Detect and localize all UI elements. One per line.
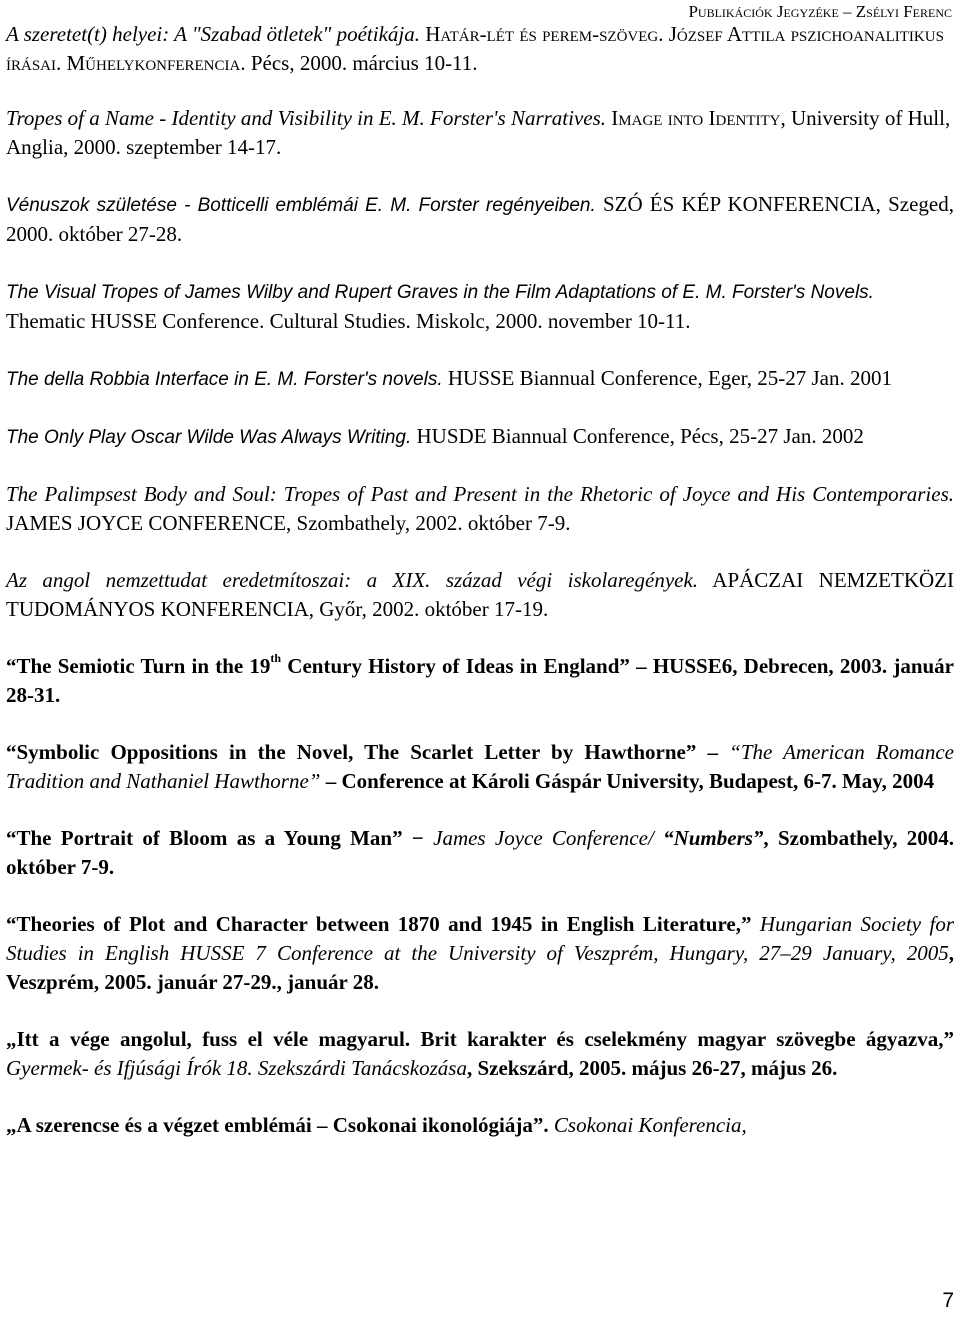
entry-details: University of Hull, Anglia, 2000. szeptember 14-17. <box>6 106 951 159</box>
entry-title: The della Robbia Interface in E. M. Forster's novels. <box>6 369 443 390</box>
entry-venue: SZÓ ÉS KÉP KONFERENCIA, Szeged, 2000. október 27-28. <box>6 192 954 246</box>
entry-dash: − <box>411 826 424 850</box>
entry-venue: JAMES JOYCE CONFERENCE, Szombathely, 2002. október 7-9. <box>6 511 571 535</box>
entry-title-part: “The Semiotic Turn in the 19 <box>6 654 271 678</box>
entry-title: Az angol nemzettudat eredetmítoszai: a XIX. század végi iskolaregények. <box>6 568 699 592</box>
list-item <box>6 824 954 882</box>
entry-venue: Image into Identity, <box>611 106 786 130</box>
entry-venue: Thematic HUSSE Conference. Cultural Studies. Miskolc, 2000. november 10-11. <box>6 309 691 333</box>
entry-venue-italic: Csokonai Konferencia, <box>553 1113 747 1137</box>
publication-list <box>6 20 954 1168</box>
entry-title: A szeretet(t) helyei: A "Szabad ötletek" poétikája. <box>6 22 421 46</box>
entry-venue: – HUSSE6, Debrecen, 2003. január 28-31. <box>6 654 955 707</box>
list-item <box>6 422 954 452</box>
entry-venue: , Szombathely, 2004. október 7-9. <box>6 826 955 879</box>
entry-title <box>6 651 630 678</box>
entry-venue: Határ-lét és perem-szöveg. József Attila pszichoanalitikus írásai. Műhelykonferencia. <box>6 22 944 75</box>
entry-title: “Theories of Plot and Character between 1870 and 1945 in English Literature,” <box>6 912 752 936</box>
list-item <box>6 1111 954 1140</box>
list-item <box>6 190 954 249</box>
entry-details: Pécs, 2000. március 10-11. <box>250 51 478 75</box>
entry-title: Vénuszok születése - Botticelli emblémái E. M. Forster regényeiben. <box>6 195 596 216</box>
entry-title: “The Portrait of Bloom as a Young Man” <box>6 826 403 850</box>
list-item <box>6 277 954 336</box>
entry-venue-italic: Hungarian Society for Studies in English HUSSE 7 Conference at the University of Veszprém, Hungary, 27–29 January, 2005 <box>6 912 955 965</box>
list-item <box>6 364 954 394</box>
entry-venue-italic: James Joyce Conference/ <box>433 826 654 850</box>
entry-title: „Itt a vége angolul, fuss el véle magyarul. Brit karakter és cselekmény magyar szövegbe ágyazva,” <box>6 1027 954 1051</box>
entry-title-part: Century History of Ideas in England” <box>281 654 630 678</box>
list-item <box>6 566 954 624</box>
entry-venue: HUSDE Biannual Conference, Pécs, 25-27 Jan. 2002 <box>416 424 864 448</box>
entry-title: Tropes of a Name - Identity and Visibility in E. M. Forster's Narratives. <box>6 106 607 130</box>
entry-title: The Only Play Oscar Wilde Was Always Writing. <box>6 427 412 448</box>
list-item <box>6 910 954 997</box>
entry-title: The Palimpsest Body and Soul: Tropes of Past and Present in the Rhetoric of Joyce and His Contemporaries. <box>6 482 954 506</box>
entry-title: „A szerencse és a végzet emblémái – Csokonai ikonológiája”. <box>6 1113 549 1137</box>
list-item <box>6 20 954 78</box>
list-item <box>6 738 954 796</box>
running-header: Publikációk Jegyzéke – Zsélyi Ferenc <box>688 2 952 21</box>
entry-venue-quote: “Numbers” <box>663 826 764 850</box>
entry-venue-italic: “The American Romance Tradition and Nathaniel Hawthorne” <box>6 740 955 793</box>
entry-venue: – Conference at Károli Gáspár University, Budapest, 6-7. May, 2004 <box>325 769 935 793</box>
entry-venue: , Veszprém, 2005. január 27-29., január 28. <box>6 941 954 994</box>
list-item <box>6 652 954 710</box>
entry-venue: , Szekszárd, 2005. május 26-27, május 26. <box>466 1056 838 1080</box>
entry-title: “Symbolic Oppositions in the Novel, The Scarlet Letter by Hawthorne” <box>6 740 697 764</box>
list-item <box>6 104 954 162</box>
page-number: 7 <box>942 1289 954 1312</box>
entry-venue-italic: Gyermek- és Ifjúsági Írók 18. Szekszárdi Tanácskozása <box>6 1056 467 1080</box>
entry-venue: HUSSE Biannual Conference, Eger, 25-27 Jan. 2001 <box>447 366 893 390</box>
entry-venue: APÁCZAI NEMZETKÖZI TUDOMÁNYOS KONFERENCIA, Győr, 2002. október 17-19. <box>6 568 954 621</box>
list-item <box>6 480 954 538</box>
list-item <box>6 1025 954 1083</box>
entry-title-superscript: th <box>270 651 282 665</box>
entry-title: The Visual Tropes of James Wilby and Rupert Graves in the Film Adaptations of E. M. Forster's Novels. <box>6 282 874 303</box>
entry-dash: – <box>707 740 719 764</box>
